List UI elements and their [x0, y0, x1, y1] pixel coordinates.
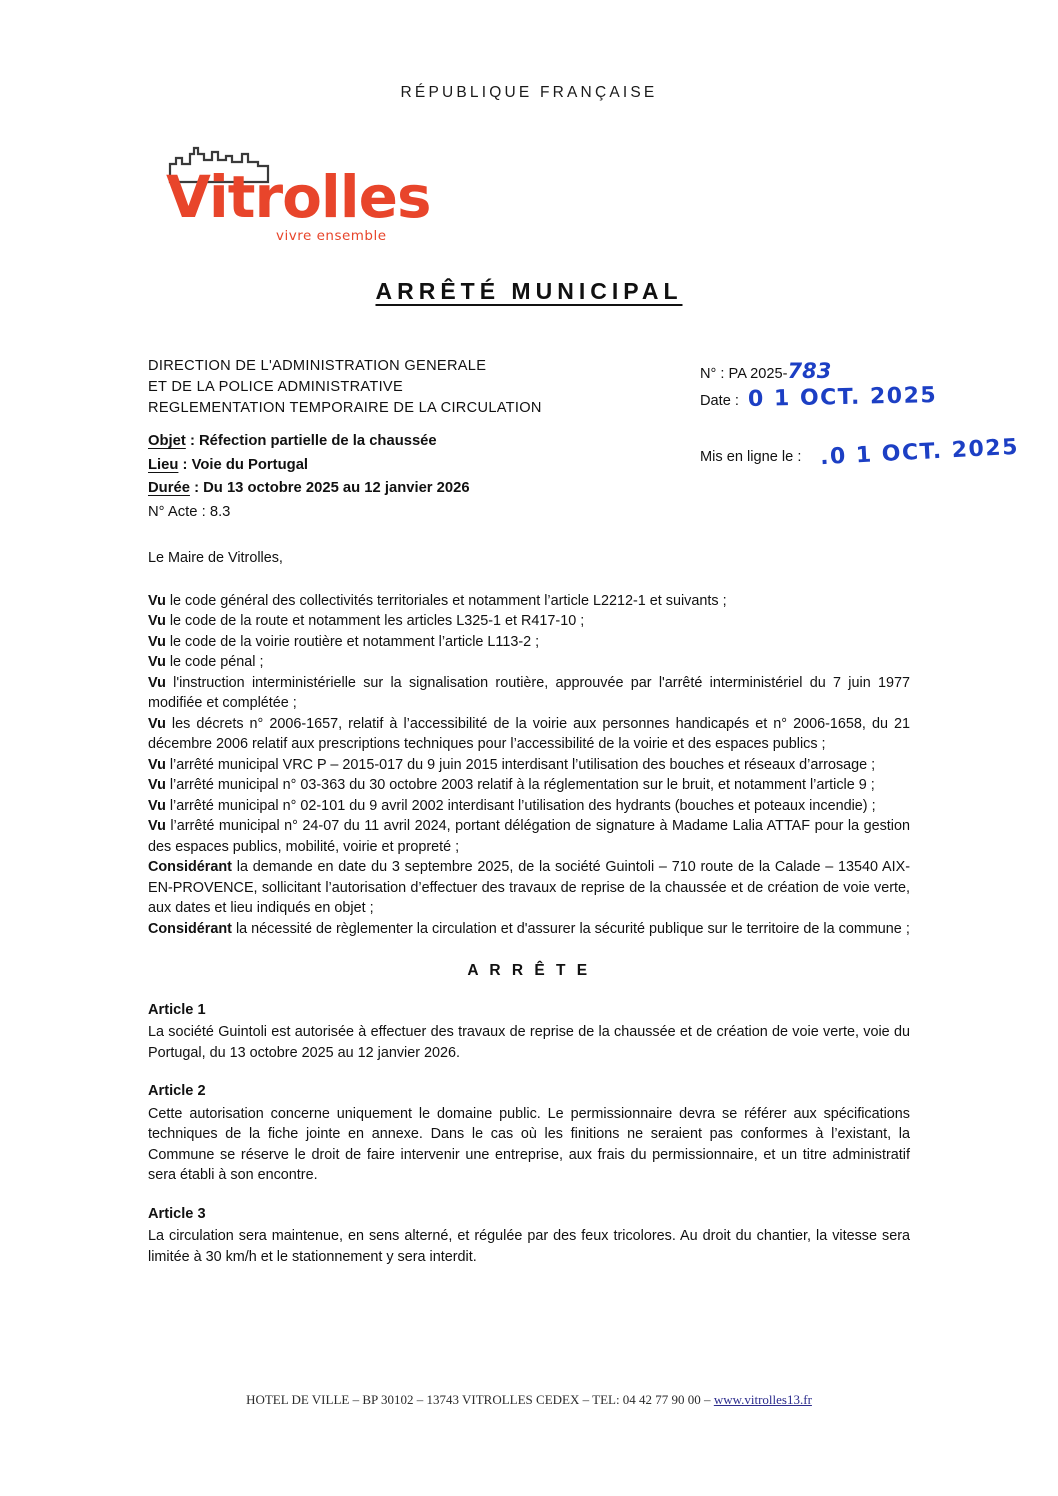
issuing-department-block	[148, 356, 542, 419]
vu-item: Vu l’arrêté municipal n° 02-101 du 9 avril 2002 interdisant l’utilisation des hydrants (bouches et poteaux incendie) ;	[148, 797, 876, 814]
department-line-2: ET DE LA POLICE ADMINISTRATIVE	[148, 379, 403, 395]
vu-item: Vu l’arrêté municipal VRC P – 2015-017 du 9 juin 2015 interdisant l’utilisation des bouches et réseaux d’arrosage ;	[148, 756, 876, 773]
article-1-heading: Article 1	[148, 1001, 206, 1018]
article-3-text: La circulation sera maintenue, en sens alterné, et régulée par des feux tricolores. Au droit du chantier, la vitesse sera limitée à 30 km/h et le stationnement y sera interdit.	[148, 1228, 910, 1265]
page-title	[0, 278, 1058, 305]
numero-line	[700, 356, 831, 386]
footer-website-link[interactable]: www.vitrolles13.fr	[713, 1392, 812, 1407]
republique-francaise-heading: RÉPUBLIQUE FRANÇAISE	[400, 84, 658, 101]
duree-value: : Du 13 octobre 2025 au 12 janvier 2026	[189, 480, 470, 496]
arrete-heading: A R R Ê T E	[467, 962, 591, 979]
considerant-item: Considérant la demande en date du 3 septembre 2025, de la société Guintoli – 710 route de la Calade – 13540 AIX-EN-PROVENCE, sollicitant l’autorisation d’effectuer des travaux de reprise de la chaussée et de création de voie verte, aux dates et lieu indiqués en objet ;	[148, 859, 910, 916]
article-1	[148, 1000, 910, 1064]
vu-item: Vu le code de la voirie routière et notamment l’article L113-2 ;	[148, 633, 540, 650]
lieu-value: : Voie du Portugal	[178, 456, 309, 473]
page-footer	[0, 1392, 1058, 1408]
vu-item: Vu le code de la route et notamment les articles L325-1 et R417-10 ;	[148, 613, 585, 629]
duree-row	[148, 477, 470, 501]
mise-en-ligne-stamp: .0 1 OCT. 2025	[819, 434, 1020, 471]
page-title-text: ARRÊTÉ MUNICIPAL	[375, 278, 683, 304]
lead-paragraph: Le Maire de Vitrolles,	[148, 550, 283, 566]
subject-block	[148, 430, 470, 524]
date-label: Date :	[700, 393, 739, 409]
vu-item: Vu l’arrêté municipal n° 24-07 du 11 avril 2024, portant délégation de signature à Madame Lalia ATTAF pour la gestion des espaces publics, mobilité, voirie et propreté ;	[148, 818, 910, 855]
article-2	[148, 1081, 910, 1186]
vu-item: Vu les décrets n° 2006-1657, relatif à l’accessibilité de la voirie aux personnes handicapés et n° 2006-1658, du 21 décembre 2006 relatif aux prescriptions techniques pour l’accessibilité de la voirie et des espaces publics ;	[148, 715, 910, 752]
department-line-3: REGLEMENTATION TEMPORAIRE DE LA CIRCULATION	[148, 400, 542, 416]
article-3	[148, 1204, 910, 1268]
logo-tagline: vivre ensemble	[276, 228, 387, 244]
objet-value: : Réfection partielle de la chaussée	[185, 433, 437, 449]
objet-label: Objet	[148, 433, 186, 449]
article-2-heading: Article 2	[148, 1083, 206, 1099]
mise-en-ligne-label: Mis en ligne le :	[700, 449, 802, 465]
vu-item: Vu le code général des collectivités territoriales et notamment l’article L2212-1 et suivants ;	[148, 592, 727, 609]
vu-item: Vu l'instruction interministérielle sur la signalisation routière, approuvée par l'arrêté interministériel du 7 juin 1977 modifiée et complétée ;	[148, 674, 910, 711]
document-body	[148, 548, 910, 1267]
lieu-label: Lieu	[148, 456, 179, 473]
vu-item: Vu l’arrêté municipal n° 03-363 du 30 octobre 2003 relatif à la réglementation sur le bruit, et notamment l’article 9 ;	[148, 777, 875, 793]
vu-item: Vu le code pénal ;	[148, 654, 264, 670]
objet-row	[148, 430, 470, 454]
considerant-item: Considérant la nécessité de règlementer la circulation et d'assurer la sécurité publique sur le territoire de la commune ;	[148, 920, 910, 937]
lieu-row	[148, 454, 470, 478]
reference-block	[700, 356, 831, 472]
vitrolles-logo	[160, 140, 431, 250]
numero-value-handwritten: 783	[787, 359, 832, 383]
article-2-text: Cette autorisation concerne uniquement le domaine public. Le permissionnaire devra se référer aux spécifications techniques de la fiche jointe en annexe. Dans le cas où les finitions ne seraient pas conformes à l’existant, la Commune se réserve le droit de faire intervenir une entreprise, aux frais du permissionnaire, et un titre administratif sera établi à son encontre.	[148, 1105, 910, 1183]
acte-row: N° Acte : 8.3	[148, 503, 231, 520]
considerations-list	[148, 591, 910, 940]
article-3-heading: Article 3	[148, 1205, 206, 1222]
logo-wordmark: Vitrolles	[166, 163, 431, 231]
date-stamp: 0 1 OCT. 2025	[747, 383, 938, 412]
duree-label: Durée	[148, 480, 190, 496]
department-line-1: DIRECTION DE L'ADMINISTRATION GENERALE	[148, 358, 487, 374]
footer-address: HOTEL DE VILLE – BP 30102 – 13743 VITROLLES CEDEX – TEL: 04 42 77 90 00 –	[246, 1392, 714, 1407]
mise-en-ligne-line	[700, 442, 831, 472]
numero-label: N° : PA 2025-	[700, 366, 788, 382]
article-1-text: La société Guintoli est autorisée à effectuer des travaux de reprise de la chaussée et de création de voie verte, voie du Portugal, du 13 octobre 2025 au 12 janvier 2026.	[148, 1024, 910, 1061]
